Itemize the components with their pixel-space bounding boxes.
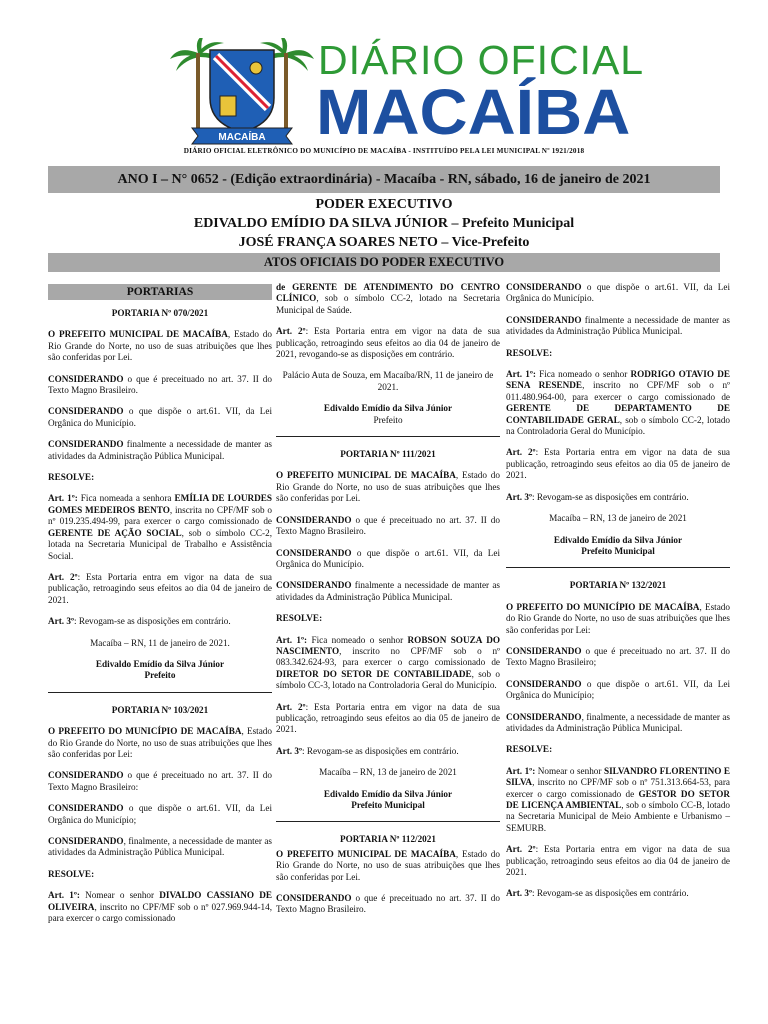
portaria-112-heading: PORTARIA Nº 112/2021 (340, 834, 436, 845)
portaria-132-considerando-1: CONSIDERANDO o que é preceituado no art. 37. II do Texto Magno Brasileiro; (506, 645, 730, 668)
portaria-132-art3: Art. 3º: Revogam-se as disposições em contrário. (506, 888, 689, 899)
portaria-103-signature-role: Prefeito (373, 414, 403, 425)
portaria-112-considerando-1: CONSIDERANDO o que é preceituado no art. 37. II do Texto Magno Brasileiro. (276, 893, 500, 915)
portaria-070-art1: Art. 1º: Fica nomeada a senhora EMÍLIA DE LOURDES GOMES MEDEIROS BENTO, inscrita no CPF/MF sob o nº 019.235.494-99, para exercer o cargo comissionado de GERENTE DE AÇÃO SOCIAL, sob o símbolo CC-2, lotada na Secretaria Municipal de Trabalho e Assistência Social. (48, 493, 273, 561)
portaria-103-resolve: RESOLVE: (48, 868, 95, 879)
portaria-111-art1: Art. 1º: Fica nomeado o senhor ROBSON SOUZA DO NASCIMENTO, inscrito no CPF/MF sob o nº 083.342.624-93, para exercer o cargo comissionado de DIRETOR DO SETOR DE CONTABILIDADE, sob o símbolo CC-3, lotado na Controladoria Geral do Município. (276, 634, 500, 691)
masthead-title-line1: DIÁRIO OFICIAL (318, 37, 645, 83)
portaria-103-intro: O PREFEITO DO MUNICÍPIO DE MACAÍBA, Estado do Rio Grande do Norte, no uso de suas atribuições que lhes são conferidas por Lei: (48, 726, 272, 759)
portaria-103-continuation: de GERENTE DE ATENDIMENTO DO CENTRO CLÍNICO, sob o símbolo CC-2, lotado na Secretaria Municipal de Saúde. (276, 282, 500, 315)
vice-mayor-line: JOSÉ FRANÇA SOARES NETO – Vice-Prefeito (238, 235, 530, 250)
column-3 (506, 282, 730, 910)
portaria-111-signature-role: Prefeito Municipal (351, 800, 425, 810)
portaria-112-place-date: Macaíba – RN, 13 de janeiro de 2021 (549, 513, 687, 524)
portaria-070-considerando-1: CONSIDERANDO o que é preceituado no art. 37. II do Texto Magno Brasileiro. (48, 373, 272, 396)
portaria-103-considerando-3: CONSIDERANDO, finalmente, a necessidade de manter as atividades da Administração Pública Municipal. (48, 836, 272, 858)
portaria-070-considerando-3: CONSIDERANDO finalmente a necessidade de manter as atividades da Administração Pública Municipal. (48, 439, 272, 461)
portaria-132-intro: O PREFEITO DO MUNICÍPIO DE MACAÍBA, Estado do Rio Grande do Norte, no uso de suas atribuições que lhes são conferidas por Lei: (506, 601, 730, 635)
portaria-132-heading: PORTARIA Nº 132/2021 (569, 580, 667, 591)
portaria-112-considerando-3: CONSIDERANDO finalmente a necessidade de manter as atividades da Administração Pública Municipal. (506, 314, 730, 337)
divider (276, 821, 500, 822)
portaria-111-considerando-1: CONSIDERANDO o que é preceituado no art. 37. II do Texto Magno Brasileiro. (276, 514, 500, 537)
portaria-103-signature-name: Edivaldo Emídio da Silva Júnior (323, 403, 453, 414)
portaria-132-art1: Art. 1º: Nomear o senhor SILVANDRO FLORENTINO E SILVA, inscrito no CPF/MF sob o nº 751.313.664-53, para exercer o cargo comissionado de GESTOR DO SETOR DE LICENÇA AMBIENTAL, sob o símbolo CC-B, lotado na Secretaria Municipal de Meio Ambiente e Urbanismo – SEMURB. (506, 765, 731, 833)
portaria-112-signature-name: Edivaldo Emídio da Silva Júnior (553, 534, 683, 545)
portaria-111-resolve: RESOLVE: (276, 613, 323, 624)
portaria-103-place-date: Palácio Auta de Souza, em Macaíba/RN, 11 de janeiro de 2021. (282, 370, 494, 392)
masthead-title-line2: MACAÍBA (316, 76, 631, 148)
portaria-112-considerando-2: CONSIDERANDO o que dispõe o art.61. VII, da Lei Orgânica do Município. (506, 282, 730, 304)
portaria-103-heading: PORTARIA Nº 103/2021 (111, 704, 209, 715)
portaria-111-art2: Art. 2º: Esta Portaria entra em vigor na data de sua publicação, retroagindo seus efeitos ao dia 05 de janeiro de 2021. (276, 701, 500, 735)
divider (276, 436, 500, 437)
masthead (0, 0, 768, 200)
portaria-103-considerando-2: CONSIDERANDO o que dispõe o art.61. VII, da Lei Orgânica do Município; (48, 803, 272, 825)
portaria-112-signature-role: Prefeito Municipal (581, 545, 655, 556)
portaria-070-considerando-2: CONSIDERANDO o que dispõe o art.61. VII, da Lei Orgânica do Município. (48, 406, 272, 428)
portaria-112-resolve: RESOLVE: (506, 347, 553, 358)
logo-ribbon-text: MACAÍBA (218, 132, 266, 143)
portaria-111-signature-name: Edivaldo Emídio da Silva Júnior (323, 788, 453, 799)
portaria-070-signature-role: Prefeito (144, 670, 176, 681)
portaria-111-intro: O PREFEITO MUNICIPAL DE MACAÍBA, Estado do Rio Grande do Norte, no uso de suas atribuições que lhes são conferidas por Lei. (276, 470, 500, 504)
portaria-111-considerando-3: CONSIDERANDO finalmente a necessidade de manter as atividades da Administração Pública Municipal. (276, 580, 500, 602)
portaria-132-considerando-2: CONSIDERANDO o que dispõe o art.61. VII, da Lei Orgânica do Município; (506, 678, 730, 701)
column-2 (276, 282, 500, 926)
portaria-070-heading: PORTARIA Nº 070/2021 (111, 308, 209, 318)
portaria-112-intro: O PREFEITO MUNICIPAL DE MACAÍBA, Estado do Rio Grande do Norte, no uso de suas atribuições que lhes são conferidas por Lei. (276, 848, 500, 882)
portaria-111-considerando-2: CONSIDERANDO o que dispõe o art.61. VII, da Lei Orgânica do Município. (276, 547, 500, 569)
portaria-132-resolve: RESOLVE: (506, 744, 553, 755)
portaria-070-intro: O PREFEITO MUNICIPAL DE MACAÍBA, Estado do Rio Grande do Norte, no uso de suas atribuições que lhes são conferidas por Lei. (48, 329, 272, 363)
portaria-112-art3: Art. 3º: Revogam-se as disposições em contrário. (506, 491, 689, 502)
masthead-subtitle: DIÁRIO OFICIAL ELETRÔNICO DO MUNICÍPIO DE MACAÍBA - INSTITUÍDO PELA LEI MUNICIPAL Nº 1921/2018 (183, 147, 585, 155)
portaria-103-considerando-1: CONSIDERANDO o que é preceituado no art. 37. II do Texto Magno Brasileiro: (48, 770, 272, 792)
poder-executivo-heading: PODER EXECUTIVO (315, 197, 453, 212)
section-title-banner: ATOS OFICIAIS DO PODER EXECUTIVO (48, 253, 720, 272)
portaria-070-art2: Art. 2º: Esta Portaria entra em vigor na data de sua publicação, retroagindo seus efeitos ao dia 04 de janeiro de 2021. (48, 571, 272, 605)
portaria-103-art2: Art. 2º: Esta Portaria entra em vigor na data de sua publicação, retroagindo seus efeitos ao dia 04 de janeiro de 2021, revogando-se as disposições em contrário. (276, 326, 500, 360)
portarias-banner: PORTARIAS (48, 284, 272, 300)
portaria-132-art2: Art. 2º: Esta Portaria entra em vigor na data de sua publicação, retroagindo seus efeitos ao dia 04 de janeiro de 2021. (506, 844, 730, 878)
divider (48, 692, 272, 693)
portaria-112-art1: Art. 1º: Fica nomeado o senhor RODRIGO OTAVIO DE SENA RESENDE, inscrito no CPF/MF sob o nº 011.480.964-00, para exercer o cargo comissionado de GERENTE DE DEPARTAMENTO DE CONTABILIDADE GERAL, sob o símbolo CC-2, lotado na Controladoria Geral do Município. (506, 369, 731, 437)
portaria-111-heading: PORTARIA Nº 111/2021 (340, 449, 436, 460)
mayor-line: EDIVALDO EMÍDIO DA SILVA JÚNIOR – Prefeito Municipal (193, 216, 575, 231)
edition-banner (48, 166, 720, 193)
column-1 (48, 282, 272, 934)
portaria-132-considerando-3: CONSIDERANDO, finalmente, a necessidade de manter as atividades da Administração Pública Municipal. (506, 711, 730, 733)
portaria-112-art2: Art. 2º: Esta Portaria entra em vigor na data de sua publicação, retroagindo seus efeitos ao dia 05 de janeiro de 2021. (506, 447, 730, 481)
portaria-070-signature-name: Edivaldo Emídio da Silva Júnior (95, 658, 225, 669)
divider (506, 567, 730, 568)
portaria-111-place-date: Macaíba – RN, 13 de janeiro de 2021 (319, 767, 457, 778)
portaria-070-resolve: RESOLVE: (48, 472, 95, 483)
portaria-070-place-date: Macaíba – RN, 11 de janeiro de 2021. (90, 637, 230, 648)
edition-text: ANO I – N° 0652 - (Edição extraordinária) - Macaíba - RN, sábado, 16 de janeiro de 2021 (117, 171, 651, 187)
macaiba-coat-of-arms-logo (168, 38, 316, 148)
portaria-070-art3: Art. 3º: Revogam-se as disposições em contrário. (48, 616, 231, 627)
portaria-103-art1: Art. 1º: Nomear o senhor DIVALDO CASSIANO DE OLIVEIRA, inscrito no CPF/MF sob o nº 027.969.944-14, para exercer o cargo comissionado (48, 890, 272, 924)
portaria-111-art3: Art. 3º: Revogam-se as disposições em contrário. (276, 745, 459, 756)
